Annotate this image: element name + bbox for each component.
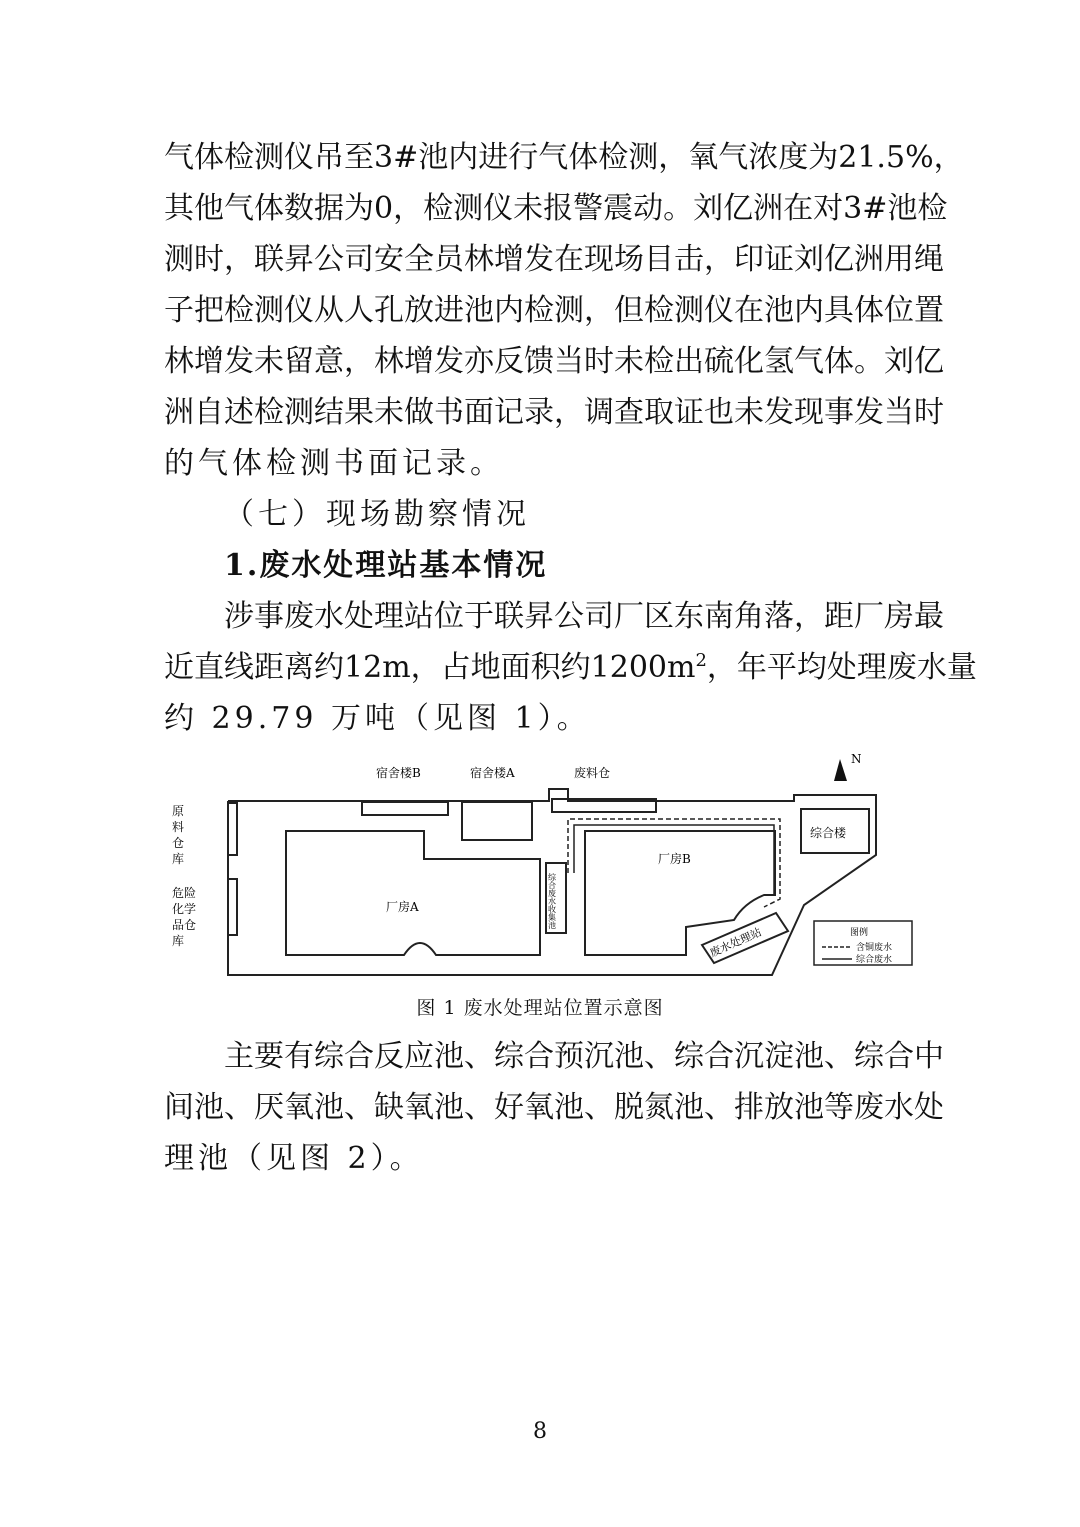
waste-store-label: 废料仓: [574, 766, 611, 780]
paragraph-line: 洲 自 述 检 测 结 果 未 做 书 面 记 录 ， 调 查 取 证 也 未 发 现 事 发 当 时: [164, 395, 944, 430]
paragraph-line: 其 他 气 体 数 据 为 0 ， 检 测 仪 未 报 警 震 动 。 刘 亿 洲 在 对 3 # 池 检: [164, 191, 948, 226]
dorm-a-label: 宿舍楼A: [470, 766, 515, 780]
svg-text:库: 库: [172, 852, 185, 866]
paragraph-line: 主 要 有 综 合 反 应 池 、 综 合 预 沉 池 、 综 合 沉 淀 池 、 综 合 中: [224, 1039, 944, 1074]
legend-title: 图例: [850, 928, 869, 938]
collection-pool-label: 综合废水收集池: [547, 873, 557, 929]
paragraph-line: 子 把 检 测 仪 从 人 孔 放 进 池 内 检 测 ， 但 检 测 仪 在 池 内 具 体 位 置: [164, 293, 944, 328]
station-label: 废水处理站: [707, 925, 764, 960]
figure-caption: 图 1 废水处理站位置示意图: [416, 997, 664, 1019]
dorm-b-label: 宿舍楼B: [376, 766, 421, 780]
dorm-a-rect: [462, 802, 532, 840]
paragraph-line: 测 时 ， 联 昇 公 司 安 全 员 林 增 发 在 现 场 目 击 ， 印 证 刘 亿 洲 用 绳: [164, 242, 944, 277]
north-arrow: [834, 759, 847, 781]
hazmat-store-label: [172, 886, 196, 948]
legend-mixed: 综合废水: [856, 955, 893, 965]
site-layout-diagram: [164, 745, 916, 990]
svg-text:品仓: 品仓: [172, 918, 197, 932]
paragraph-line: 约 29.79 万吨（见图 1）。: [164, 701, 591, 736]
page-number: 8: [533, 1419, 547, 1444]
plant-a-label: 厂房A: [386, 900, 419, 914]
paragraph-line: 林 增 发 未 留 意 ， 林 增 发 亦 反 馈 当 时 未 检 出 硫 化 氢 气 体 。 刘 亿: [164, 344, 944, 379]
dorm-b-rect: [362, 802, 448, 815]
office-label: 综合楼: [810, 826, 847, 840]
legend: [814, 921, 912, 965]
paragraph-line: 间 池 、 厌 氧 池 、 缺 氧 池 、 好 氧 池 、 脱 氮 池 、 排 放 池 等 废 水 处: [164, 1090, 944, 1125]
svg-text:化学: 化学: [172, 902, 197, 916]
paragraph-line: 涉 事 废 水 处 理 站 位 于 联 昇 公 司 厂 区 东 南 角 落 ， 距 厂 房 最: [224, 599, 944, 634]
svg-text:原: 原: [172, 804, 185, 818]
paragraph-line: 气 体 检 测 仪 吊 至 3 # 池 内 进 行 气 体 检 测 ， 氧 气 浓 度 为 2 1 . 5 % ，: [164, 140, 964, 175]
svg-text:库: 库: [172, 934, 185, 948]
svg-text:仓: 仓: [172, 836, 185, 850]
paragraph-line: 的气体检测书面记录。: [164, 446, 504, 481]
plant-a-outline: [286, 831, 540, 955]
raw-store-label: [172, 804, 184, 866]
svg-text:料: 料: [172, 820, 185, 834]
subsection-heading: 1.废水处理站基本情况: [224, 548, 548, 583]
paragraph-line-with-superscript: 近 直 线 距 离 约 1 2 m ， 占 地 面 积 约 1 2 0 0 m $^2$ ， 年 平 均 处 理 废 水 量: [164, 650, 977, 685]
svg-text:危险: 危险: [172, 886, 197, 900]
section-heading: （七）现场勘察情况: [224, 497, 530, 532]
north-label: N: [851, 752, 862, 766]
plant-b-label: 厂房B: [658, 852, 691, 866]
legend-copper: 含铜废水: [856, 943, 893, 953]
hazmat-store-rect: [228, 879, 237, 935]
paragraph-line: 理池（见图 2）。: [164, 1141, 424, 1176]
raw-store-rect: [228, 803, 237, 855]
